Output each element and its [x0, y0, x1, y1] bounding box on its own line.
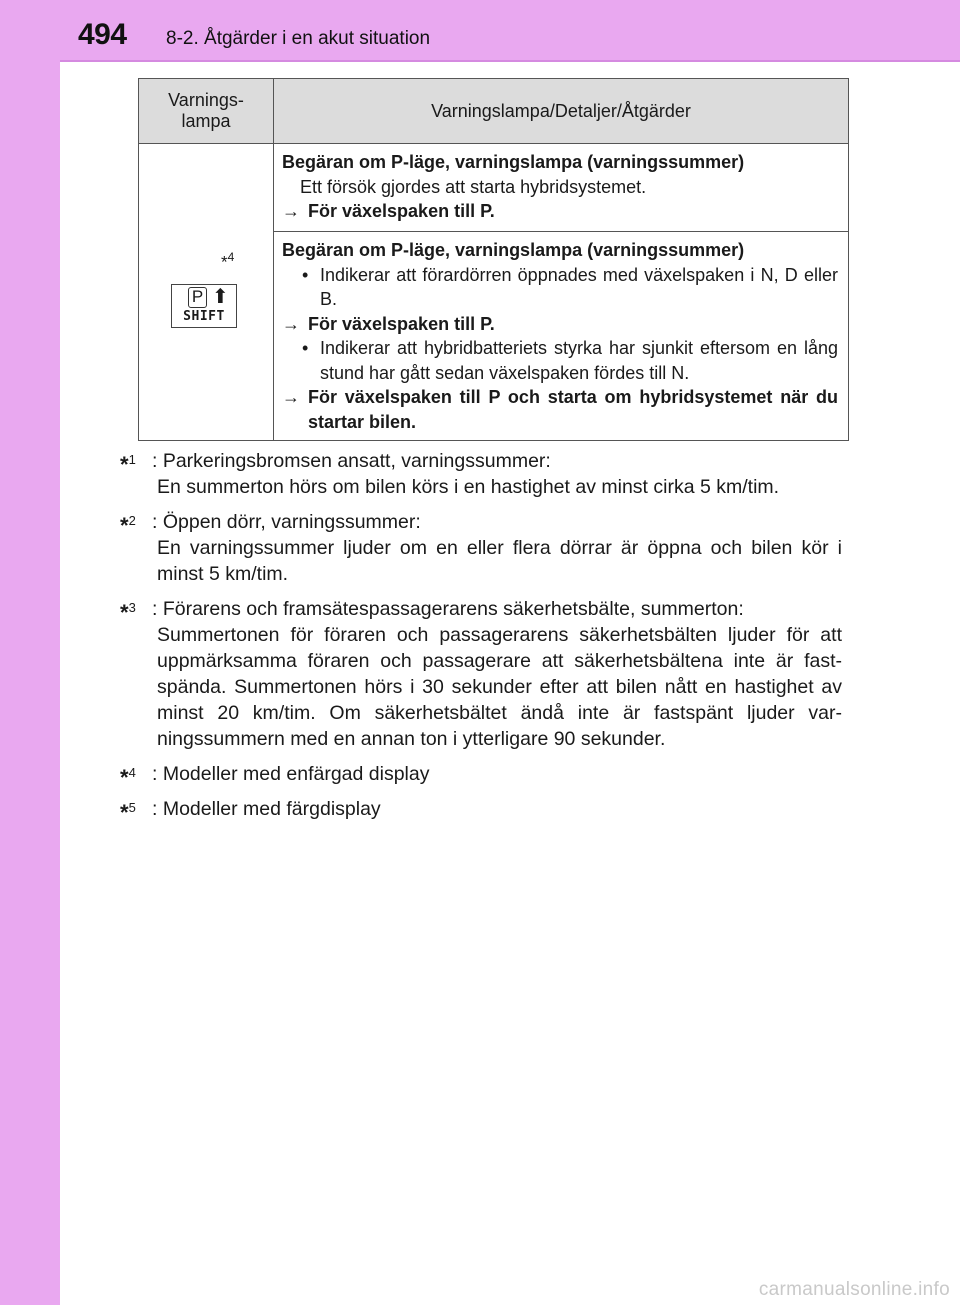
- footnote-title: : Modeller med enfärgad display: [152, 763, 430, 785]
- bullet-text: Indikerar att hybridbatteriets styrka har sjunkit eftersom en lång stund har gått sedan växelspaken fördes till N.: [320, 338, 838, 383]
- footnote-item: [120, 796, 842, 825]
- footnote-title: : Öppen dörr, varningssummer:: [152, 511, 421, 533]
- footnote-mark: [120, 447, 136, 478]
- lamp-cell: [139, 144, 274, 441]
- footnote-asterisk: *: [120, 765, 129, 790]
- footnote-item: [120, 509, 842, 587]
- footnote-item: [120, 761, 842, 790]
- side-tab-bar: [0, 0, 60, 1305]
- detail-action: [282, 385, 838, 434]
- footnote-title: : Modeller med färgdisplay: [152, 798, 381, 820]
- shift-label: SHIFT: [183, 309, 225, 324]
- detail-action: [282, 312, 838, 337]
- footnote-asterisk: *: [120, 600, 129, 625]
- footnote-number: 4: [128, 765, 136, 780]
- footnote-number: 4: [227, 250, 235, 264]
- footnote-asterisk: *: [120, 452, 129, 477]
- detail-title: Begäran om P-läge, varningslampa (varningssummer): [282, 152, 745, 172]
- bullet-icon: •: [302, 338, 309, 358]
- page-number: 494: [78, 18, 127, 51]
- table-row: [139, 144, 849, 232]
- arrow-right-icon: →: [282, 201, 300, 221]
- action-text: För växelspaken till P.: [308, 313, 495, 334]
- bullet-text: Indikerar att förardörren öppnades med växelspaken i N, D eller B.: [320, 264, 838, 309]
- detail-cell: [274, 232, 849, 441]
- warning-table: [138, 78, 849, 441]
- p-letter: P: [188, 287, 207, 308]
- col-header-lamp-text: Varnings- lampa: [168, 90, 244, 131]
- footnote-mark: [120, 508, 136, 539]
- lamp-footnote-ref: [221, 250, 234, 273]
- col-header-lamp: [139, 79, 274, 144]
- section-title: 8-2. Åtgärder i en akut situation: [166, 28, 431, 49]
- list-item: [282, 336, 838, 385]
- detail-text: Ett försök gjordes att starta hybridsystemet.: [300, 176, 647, 197]
- detail-action: [282, 199, 838, 224]
- footnote-body: En summerton hörs om bilen körs i en hastighet av minst cirka 5 km/tim.: [157, 476, 780, 498]
- action-text: För växelspaken till P och starta om hybridsystemet när du startar bilen.: [308, 387, 838, 432]
- arrow-right-icon: →: [282, 387, 300, 407]
- footnote-asterisk: *: [120, 513, 129, 538]
- up-arrow-icon: ⬆: [212, 286, 229, 308]
- footnote-body: En varningssummer ljuder om en eller flera dörrar är öppna och bilen kör i minst 5 km/tim.: [157, 537, 842, 585]
- p-shift-warning-icon: [171, 284, 237, 328]
- footnote-mark: [120, 760, 136, 791]
- footnote-item: [120, 596, 842, 752]
- footnote-title: : Parkeringsbromsen ansatt, varningssummer:: [152, 450, 551, 472]
- list-item: [282, 263, 838, 312]
- detail-cell: [274, 144, 849, 232]
- detail-title: Begäran om P-läge, varningslampa (varningssummer): [282, 240, 745, 260]
- footnote-asterisk: *: [120, 800, 129, 825]
- col-header-details: Varningslampa/Detaljer/Åtgärder: [274, 79, 849, 144]
- footnote-number: 3: [128, 600, 136, 615]
- footnote-number: 2: [128, 513, 136, 528]
- header-divider: [60, 60, 960, 62]
- footnote-number: 1: [128, 452, 136, 467]
- footnotes: [120, 448, 842, 831]
- bullet-icon: •: [302, 264, 309, 285]
- footnote-number: 5: [128, 800, 136, 815]
- footnote-mark: [120, 795, 136, 826]
- footnote-mark: [120, 595, 136, 626]
- footnote-body: Summertonen för föraren och passagerarens säkerhetsbälten ljuder för att uppmärksamma föraren och passagerare att säkerhetsbältena inte är fast-spända. Summertonen hörs i 30 sekunder efter att bilen nått en hastighet av minst 20 km/tim. Om säkerhetsbältet ändå inte är fastspänt ljuder var-ningssummern med en annan ton i ytterligare 90 sekunder.: [157, 624, 842, 750]
- footnote-asterisk: *: [221, 252, 228, 272]
- footnote-title: : Förarens och framsätespassagerarens säkerhetsbälte, summerton:: [152, 598, 744, 620]
- watermark: carmanualsonline.info: [758, 1279, 950, 1300]
- action-text: För växelspaken till P.: [308, 201, 495, 221]
- footnote-item: [120, 448, 842, 500]
- table-header-row: [139, 79, 849, 144]
- arrow-right-icon: →: [282, 313, 300, 334]
